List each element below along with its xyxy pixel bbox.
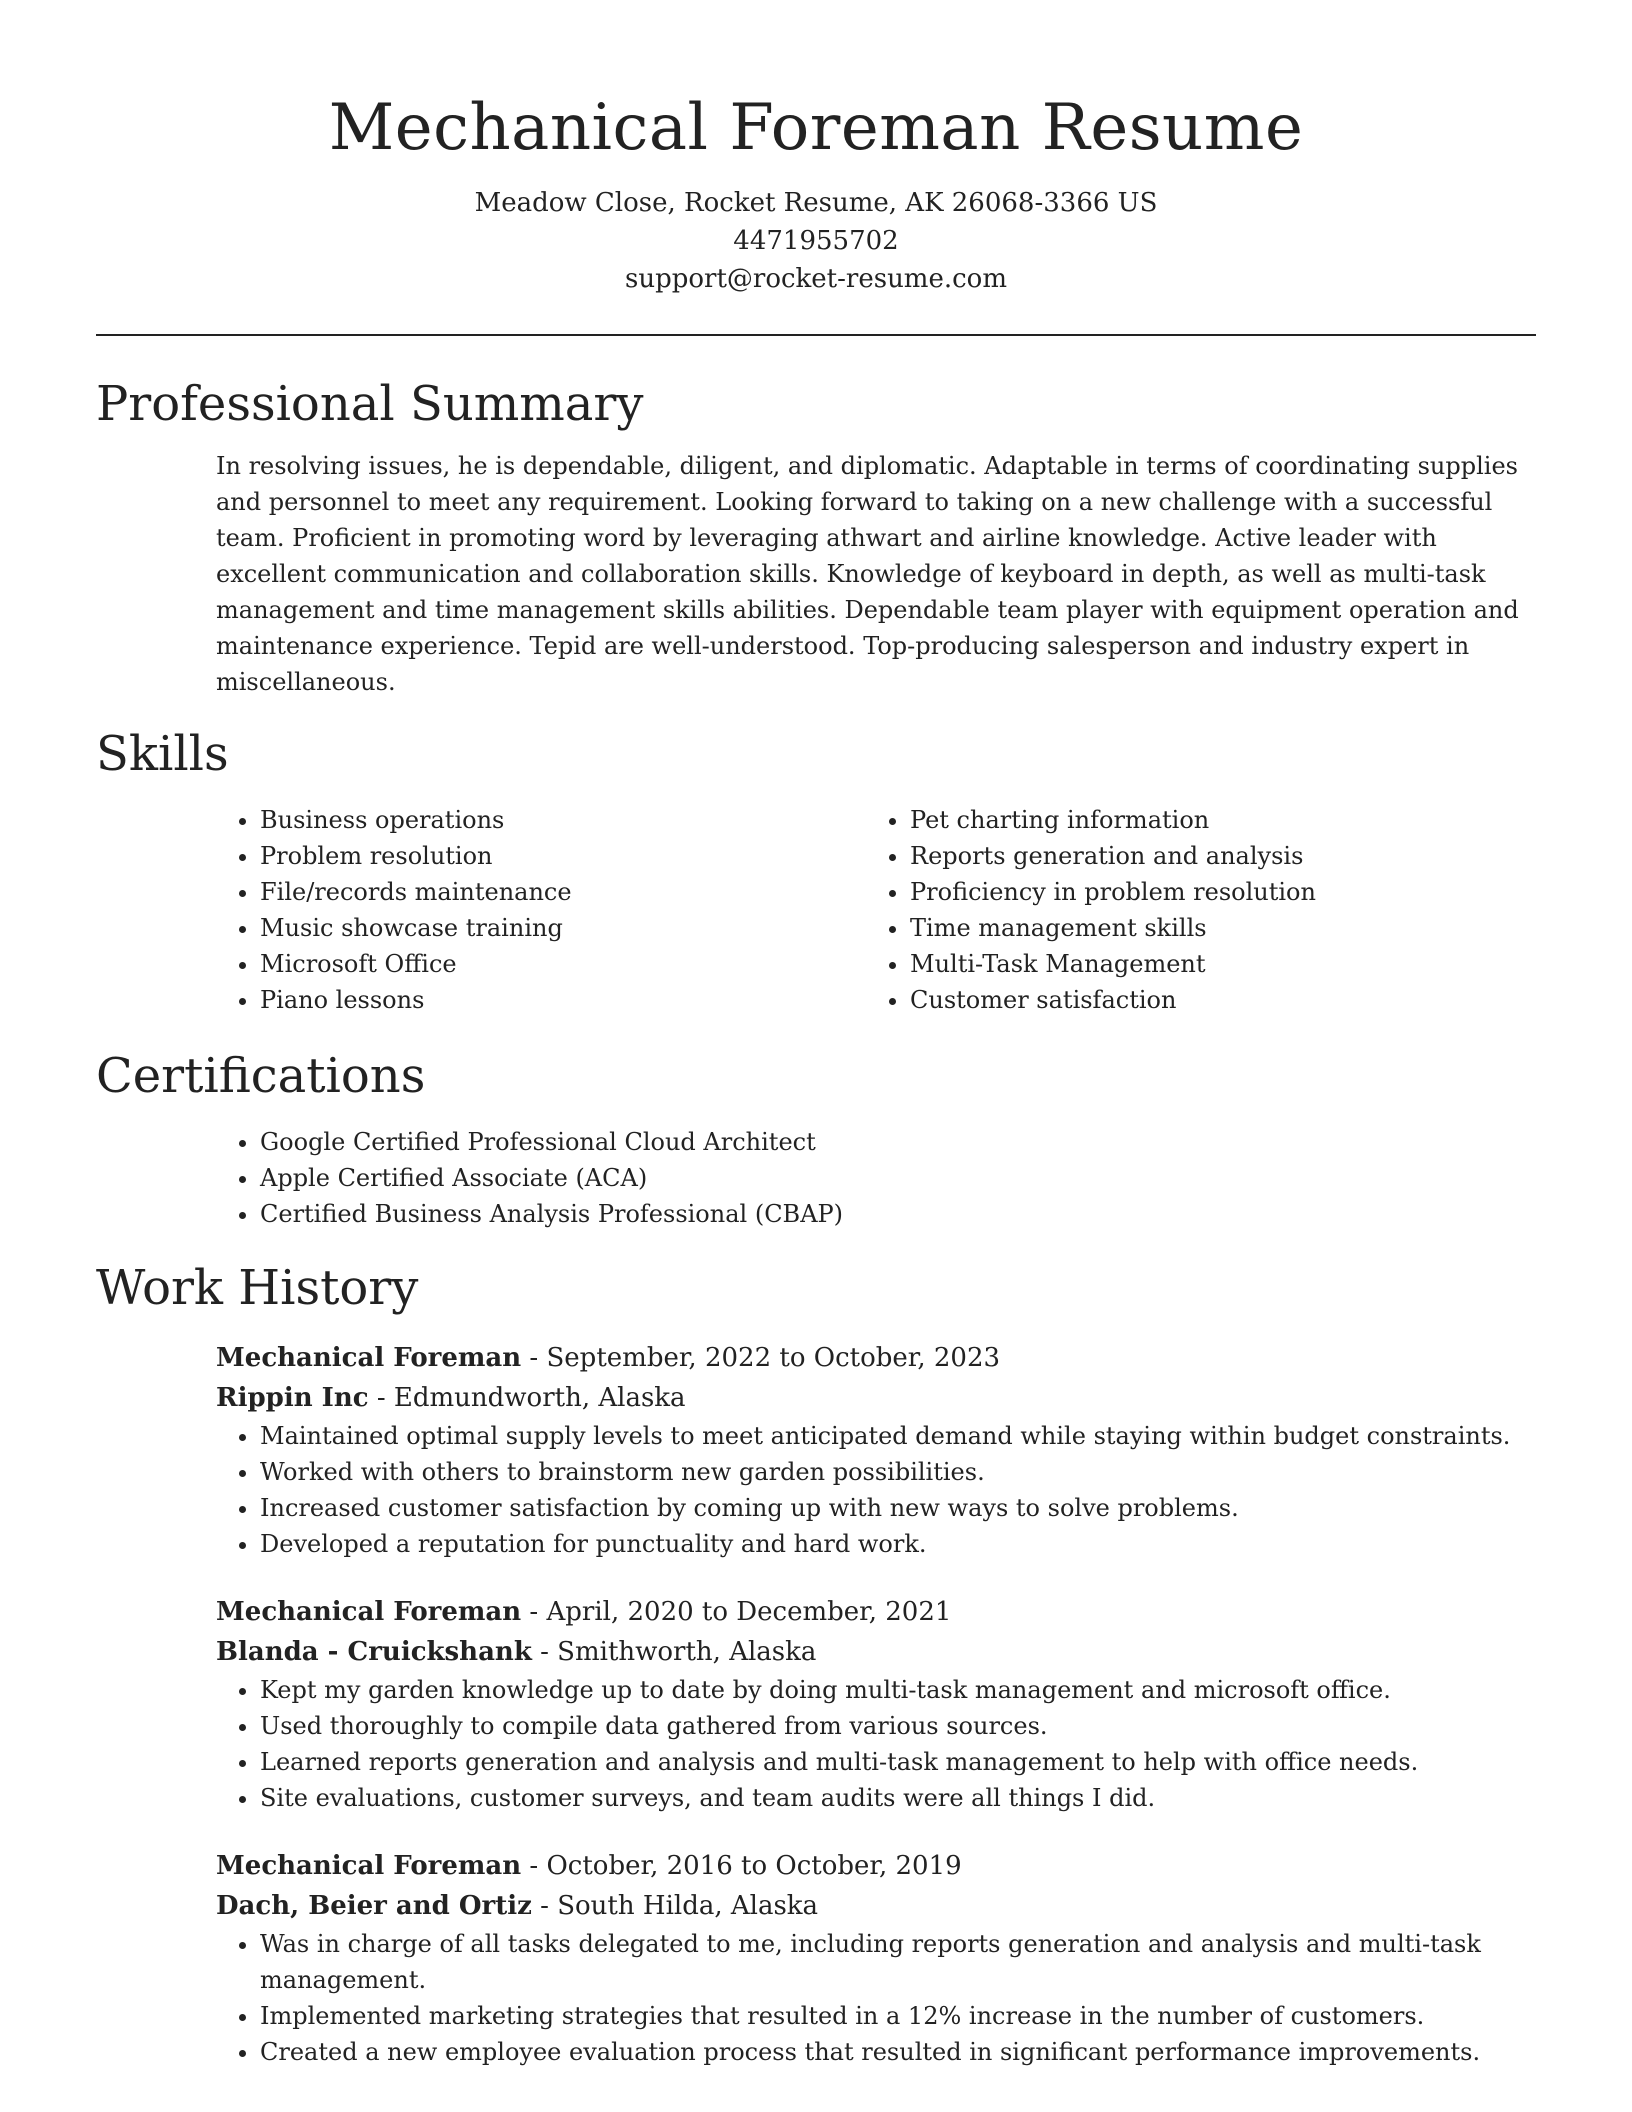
summary-heading: Professional Summary (96, 376, 644, 432)
certification-item: • Apple Certified Associate (ACA) (260, 1160, 1536, 1196)
job-location: - South Hilda, Alaska (531, 1891, 819, 1921)
job-entry (216, 1592, 1536, 1816)
job-duties-list (216, 1926, 1536, 2070)
work-history-heading: Work History (96, 1260, 419, 1316)
certification-item: • Google Certified Professional Cloud Architect (260, 1124, 1536, 1160)
job-dates: - April, 2020 to December, 2021 (521, 1597, 952, 1627)
skills-column-right (866, 802, 1516, 1018)
skill-item: • Business operations (260, 802, 866, 838)
skill-item: • Reports generation and analysis (910, 838, 1516, 874)
skill-item: • Piano lessons (260, 982, 866, 1018)
job-title-line (216, 1338, 1536, 1378)
job-duty: • Implemented marketing strategies that resulted in a 12% increase in the number of customers. (260, 1998, 1536, 2034)
job-company: Dach, Beier and Ortiz (216, 1891, 532, 1921)
contact-info (96, 184, 1536, 298)
contact-email: support@rocket-resume.com (624, 264, 1007, 294)
skill-item: • File/records maintenance (260, 874, 866, 910)
job-title: Mechanical Foreman (216, 1597, 522, 1627)
job-duty: • Developed a reputation for punctuality and hard work. (260, 1526, 1536, 1562)
skill-item: • Microsoft Office (260, 946, 866, 982)
skill-item: • Pet charting information (910, 802, 1516, 838)
skills-heading: Skills (96, 726, 229, 782)
job-duty: • Increased customer satisfaction by coming up with new ways to solve problems. (260, 1490, 1536, 1526)
job-duty: • Kept my garden knowledge up to date by doing multi-task management and microsoft office. (260, 1672, 1536, 1708)
job-title: Mechanical Foreman (216, 1851, 522, 1881)
job-duty: • Created a new employee evaluation process that resulted in significant performance improvements. (260, 2034, 1536, 2070)
job-duty: • Was in charge of all tasks delegated to me, including reports generation and analysis and multi-task management. (260, 1926, 1536, 1998)
certifications-list (216, 1124, 1536, 1232)
summary-text: In resolving issues, he is dependable, diligent, and diplomatic. Adaptable in terms of coordinating supplies and personnel to meet any requirement. Looking forward to taking on a new challenge with a successful team. Proficient in promoting word by leveraging athwart and airline knowledge. Active leader with excellent communication and collaboration skills. Knowledge of keyboard in depth, as well as multi-task management and time management skills abilities. Dependable team player with equipment operation and maintenance experience. Tepid are well-understood. Top-producing salesperson and industry expert in miscellaneous. (216, 452, 1519, 696)
job-location: - Edmundworth, Alaska (368, 1383, 686, 1413)
job-company-line (216, 1886, 1536, 1926)
job-location: - Smithworth, Alaska (531, 1637, 817, 1667)
job-duty: • Site evaluations, customer surveys, and team audits were all things I did. (260, 1780, 1536, 1816)
work-history-section (96, 1258, 1536, 2070)
job-company: Blanda - Cruickshank (216, 1637, 532, 1667)
job-duty: • Learned reports generation and analysis and multi-task management to help with office needs. (260, 1744, 1536, 1780)
skills-section (96, 724, 1536, 1018)
job-dates: - September, 2022 to October, 2023 (521, 1343, 1001, 1373)
skill-item: • Time management skills (910, 910, 1516, 946)
job-title-line (216, 1846, 1536, 1886)
job-duty: • Maintained optimal supply levels to meet anticipated demand while staying within budget constraints. (260, 1418, 1536, 1454)
job-company: Rippin Inc (216, 1383, 369, 1413)
resume-page (96, 0, 1536, 2070)
header-divider (96, 334, 1536, 336)
skills-list-right (866, 802, 1516, 1018)
job-duties-list (216, 1418, 1536, 1562)
certifications-heading: Certifications (96, 1048, 426, 1104)
job-duty: • Used thoroughly to compile data gathered from various sources. (260, 1708, 1536, 1744)
job-entry (216, 1338, 1536, 1562)
certification-item: • Certified Business Analysis Professional (CBAP) (260, 1196, 1536, 1232)
job-duty: • Worked with others to brainstorm new garden possibilities. (260, 1454, 1536, 1490)
job-title-line (216, 1592, 1536, 1632)
skills-list-left (216, 802, 866, 1018)
skill-item: • Customer satisfaction (910, 982, 1516, 1018)
certifications-bullets (216, 1124, 1536, 1232)
skill-item: • Multi-Task Management (910, 946, 1516, 982)
contact-phone: 4471955702 (733, 226, 899, 256)
summary-section (96, 374, 1536, 700)
skills-column-left (216, 802, 866, 1018)
job-entry (216, 1846, 1536, 2070)
skill-item: • Music showcase training (260, 910, 866, 946)
contact-address: Meadow Close, Rocket Resume, AK 26068-3366 US (474, 188, 1158, 218)
job-company-line (216, 1378, 1536, 1418)
job-title: Mechanical Foreman (216, 1343, 522, 1373)
job-company-line (216, 1632, 1536, 1672)
resume-title: Mechanical Foreman Resume (328, 91, 1304, 165)
job-dates: - October, 2016 to October, 2019 (521, 1851, 962, 1881)
certifications-section (96, 1046, 1536, 1232)
skill-item: • Proficiency in problem resolution (910, 874, 1516, 910)
job-duties-list (216, 1672, 1536, 1816)
skill-item: • Problem resolution (260, 838, 866, 874)
skills-grid (216, 802, 1536, 1018)
